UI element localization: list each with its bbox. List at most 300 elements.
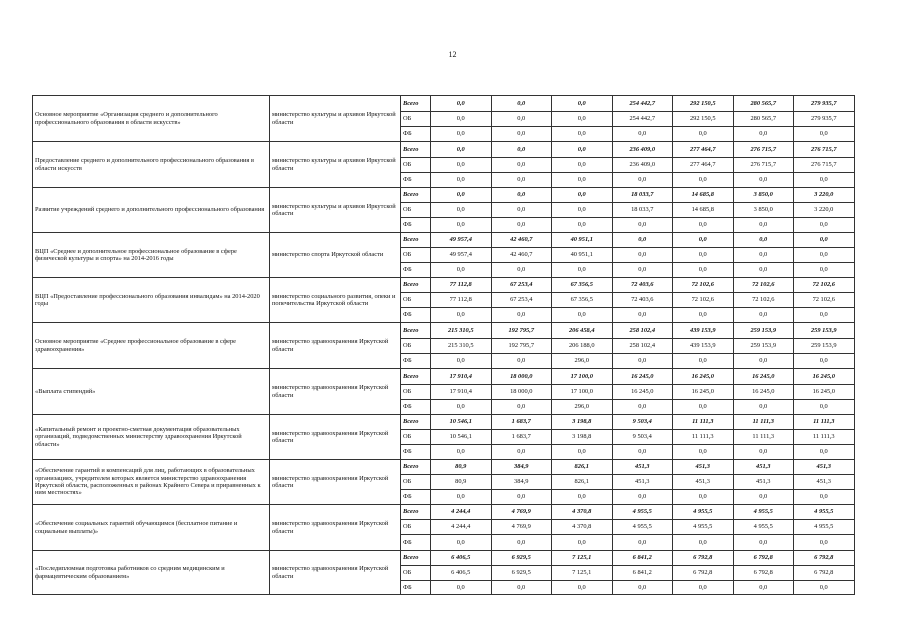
amount-cell: 0,0: [552, 490, 613, 505]
amount-cell: 10 546,1: [431, 430, 492, 445]
amount-cell: 296,0: [552, 400, 613, 415]
amount-cell: 3 850,0: [733, 188, 794, 203]
amount-cell: 292 150,5: [673, 112, 734, 127]
amount-cell: 0,0: [733, 308, 794, 323]
amount-cell: 0,0: [491, 218, 552, 233]
amount-cell: 206 188,0: [552, 339, 613, 354]
amount-cell: 0,0: [733, 127, 794, 142]
funding-source: Всего: [401, 460, 431, 475]
amount-cell: 0,0: [612, 581, 673, 595]
amount-cell: 7 125,1: [552, 566, 613, 581]
amount-cell: 16 245,0: [794, 369, 855, 385]
amount-cell: 0,0: [733, 581, 794, 595]
amount-cell: 0,0: [733, 248, 794, 263]
amount-cell: 77 112,8: [431, 278, 492, 293]
amount-cell: 14 685,8: [673, 203, 734, 218]
table-row: [33, 188, 855, 203]
amount-cell: 0,0: [552, 263, 613, 278]
amount-cell: 4 955,5: [733, 520, 794, 535]
amount-cell: 0,0: [431, 490, 492, 505]
amount-cell: 0,0: [491, 188, 552, 203]
funding-source: ФБ: [401, 490, 431, 505]
amount-cell: 277 464,7: [673, 142, 734, 158]
amount-cell: 0,0: [733, 173, 794, 188]
amount-cell: 10 546,1: [431, 415, 492, 430]
amount-cell: 11 111,3: [733, 430, 794, 445]
amount-cell: 0,0: [673, 354, 734, 369]
amount-cell: 16 245,0: [794, 385, 855, 400]
amount-cell: 18 000,0: [491, 385, 552, 400]
amount-cell: 259 153,9: [794, 323, 855, 339]
amount-cell: 72 102,6: [733, 293, 794, 308]
amount-cell: 0,0: [491, 158, 552, 173]
amount-cell: 0,0: [794, 445, 855, 460]
amount-cell: 439 153,9: [673, 323, 734, 339]
amount-cell: 0,0: [552, 581, 613, 595]
funding-source: ФБ: [401, 263, 431, 278]
amount-cell: 451,3: [673, 460, 734, 475]
executor-name: министерство здравоохранения Иркутской области: [270, 460, 401, 505]
amount-cell: 0,0: [794, 535, 855, 551]
amount-cell: 0,0: [794, 581, 855, 595]
amount-cell: 280 565,7: [733, 112, 794, 127]
funding-source: Всего: [401, 233, 431, 248]
executor-name: министерство культуры и архивов Иркутской области: [270, 96, 401, 142]
amount-cell: 3 198,8: [552, 430, 613, 445]
amount-cell: 72 403,6: [612, 293, 673, 308]
amount-cell: 0,0: [673, 490, 734, 505]
amount-cell: 11 111,3: [794, 415, 855, 430]
amount-cell: 0,0: [552, 158, 613, 173]
funding-source: ФБ: [401, 127, 431, 142]
amount-cell: 4 955,5: [794, 505, 855, 520]
amount-cell: 0,0: [552, 188, 613, 203]
funding-source: ФБ: [401, 400, 431, 415]
amount-cell: 4 955,5: [612, 505, 673, 520]
amount-cell: 0,0: [431, 112, 492, 127]
funding-source: Всего: [401, 96, 431, 112]
funding-source: Всего: [401, 188, 431, 203]
amount-cell: 0,0: [552, 445, 613, 460]
amount-cell: 451,3: [794, 460, 855, 475]
amount-cell: 279 935,7: [794, 112, 855, 127]
amount-cell: 0,0: [491, 490, 552, 505]
amount-cell: 0,0: [733, 400, 794, 415]
funding-source: Всего: [401, 369, 431, 385]
amount-cell: 0,0: [552, 308, 613, 323]
funding-source: Всего: [401, 323, 431, 339]
amount-cell: 80,9: [431, 460, 492, 475]
measure-name: Основное мероприятие «Организация среднего и дополнительного профессионального образования в области искусств»: [33, 96, 270, 142]
amount-cell: 276 715,7: [733, 158, 794, 173]
table-row: [33, 460, 855, 475]
amount-cell: 3 220,0: [794, 203, 855, 218]
amount-cell: 72 403,6: [612, 278, 673, 293]
executor-name: министерство здравоохранения Иркутской области: [270, 415, 401, 460]
amount-cell: 192 795,7: [491, 339, 552, 354]
amount-cell: 6 792,8: [733, 566, 794, 581]
amount-cell: 276 715,7: [794, 158, 855, 173]
amount-cell: 11 111,3: [673, 415, 734, 430]
amount-cell: 277 464,7: [673, 158, 734, 173]
funding-source: ОБ: [401, 158, 431, 173]
amount-cell: 0,0: [491, 96, 552, 112]
amount-cell: 451,3: [673, 475, 734, 490]
amount-cell: 826,1: [552, 460, 613, 475]
amount-cell: 11 111,3: [733, 415, 794, 430]
amount-cell: 0,0: [431, 400, 492, 415]
amount-cell: 3 220,0: [794, 188, 855, 203]
amount-cell: 0,0: [491, 112, 552, 127]
amount-cell: 0,0: [491, 142, 552, 158]
measure-name: Основное мероприятие «Среднее профессиональное образование в сфере здравоохранения»: [33, 323, 270, 369]
amount-cell: 0,0: [612, 400, 673, 415]
amount-cell: 0,0: [491, 535, 552, 551]
amount-cell: 192 795,7: [491, 323, 552, 339]
amount-cell: 0,0: [612, 490, 673, 505]
amount-cell: 4 370,8: [552, 520, 613, 535]
amount-cell: 6 929,5: [491, 566, 552, 581]
amount-cell: 72 102,6: [673, 278, 734, 293]
funding-source: Всего: [401, 505, 431, 520]
amount-cell: 0,0: [673, 581, 734, 595]
measure-name: Развитие учреждений среднего и дополнительного профессионального образования: [33, 188, 270, 233]
funding-source: ОБ: [401, 112, 431, 127]
amount-cell: 16 245,0: [673, 369, 734, 385]
amount-cell: 17 910,4: [431, 385, 492, 400]
amount-cell: 826,1: [552, 475, 613, 490]
funding-source: ФБ: [401, 535, 431, 551]
amount-cell: 49 957,4: [431, 233, 492, 248]
amount-cell: 0,0: [794, 173, 855, 188]
table-row: [33, 96, 855, 112]
executor-name: министерство социального развития, опеки и попечительства Иркутской области: [270, 278, 401, 323]
funding-source: ОБ: [401, 475, 431, 490]
table-row: [33, 278, 855, 293]
amount-cell: 6 792,8: [794, 551, 855, 566]
amount-cell: 0,0: [673, 535, 734, 551]
measure-name: «Капитальный ремонт и проектно-сметная документация образовательных организаций, подведомственных министерству здравоохранения Иркутской области»: [33, 415, 270, 460]
amount-cell: 0,0: [733, 490, 794, 505]
amount-cell: 0,0: [491, 203, 552, 218]
funding-source: ОБ: [401, 339, 431, 354]
amount-cell: 451,3: [612, 460, 673, 475]
funding-source: ОБ: [401, 385, 431, 400]
amount-cell: 0,0: [673, 173, 734, 188]
amount-cell: 49 957,4: [431, 248, 492, 263]
amount-cell: 4 769,9: [491, 520, 552, 535]
amount-cell: 0,0: [552, 218, 613, 233]
amount-cell: 16 245,0: [733, 385, 794, 400]
amount-cell: 0,0: [612, 127, 673, 142]
amount-cell: 0,0: [794, 354, 855, 369]
amount-cell: 4 955,5: [733, 505, 794, 520]
amount-cell: 0,0: [491, 127, 552, 142]
amount-cell: 0,0: [794, 127, 855, 142]
amount-cell: 0,0: [552, 127, 613, 142]
executor-name: министерство спорта Иркутской области: [270, 233, 401, 278]
measure-name: «Выплата стипендий»: [33, 369, 270, 415]
funding-source: ФБ: [401, 581, 431, 595]
amount-cell: 0,0: [612, 308, 673, 323]
amount-cell: 17 100,0: [552, 369, 613, 385]
executor-name: министерство культуры и архивов Иркутской области: [270, 188, 401, 233]
amount-cell: 4 370,8: [552, 505, 613, 520]
amount-cell: 0,0: [552, 203, 613, 218]
amount-cell: 0,0: [491, 354, 552, 369]
amount-cell: 72 102,6: [673, 293, 734, 308]
amount-cell: 215 310,5: [431, 339, 492, 354]
amount-cell: 0,0: [794, 233, 855, 248]
amount-cell: 0,0: [612, 218, 673, 233]
amount-cell: 6 841,2: [612, 551, 673, 566]
amount-cell: 292 150,5: [673, 96, 734, 112]
amount-cell: 16 245,0: [673, 385, 734, 400]
funding-source: ОБ: [401, 248, 431, 263]
amount-cell: 6 841,2: [612, 566, 673, 581]
amount-cell: 67 356,5: [552, 278, 613, 293]
amount-cell: 0,0: [673, 248, 734, 263]
amount-cell: 18 033,7: [612, 203, 673, 218]
amount-cell: 0,0: [673, 233, 734, 248]
amount-cell: 42 460,7: [491, 248, 552, 263]
amount-cell: 0,0: [794, 218, 855, 233]
amount-cell: 451,3: [794, 475, 855, 490]
amount-cell: 0,0: [733, 535, 794, 551]
amount-cell: 439 153,9: [673, 339, 734, 354]
funding-source: Всего: [401, 415, 431, 430]
amount-cell: 0,0: [673, 263, 734, 278]
amount-cell: 4 769,9: [491, 505, 552, 520]
amount-cell: 0,0: [794, 308, 855, 323]
measure-name: ВЦП «Предоставление профессионального образования инвалидам» на 2014-2020 годы: [33, 278, 270, 323]
amount-cell: 0,0: [552, 535, 613, 551]
funding-source: ОБ: [401, 203, 431, 218]
amount-cell: 1 683,7: [491, 415, 552, 430]
table-row: [33, 233, 855, 248]
amount-cell: 236 409,0: [612, 158, 673, 173]
table-row: [33, 415, 855, 430]
amount-cell: 259 153,9: [733, 339, 794, 354]
amount-cell: 6 406,5: [431, 566, 492, 581]
amount-cell: 6 929,5: [491, 551, 552, 566]
funding-source: Всего: [401, 142, 431, 158]
funding-source: ФБ: [401, 354, 431, 369]
amount-cell: 259 153,9: [794, 339, 855, 354]
executor-name: министерство здравоохранения Иркутской области: [270, 505, 401, 551]
amount-cell: 0,0: [612, 263, 673, 278]
amount-cell: 72 102,6: [733, 278, 794, 293]
amount-cell: 0,0: [552, 96, 613, 112]
amount-cell: 4 955,5: [673, 520, 734, 535]
amount-cell: 276 715,7: [794, 142, 855, 158]
amount-cell: 4 244,4: [431, 520, 492, 535]
amount-cell: 6 792,8: [673, 551, 734, 566]
amount-cell: 280 565,7: [733, 96, 794, 112]
table-row: [33, 323, 855, 339]
amount-cell: 0,0: [431, 445, 492, 460]
amount-cell: 259 153,9: [733, 323, 794, 339]
amount-cell: 0,0: [431, 203, 492, 218]
amount-cell: 0,0: [491, 445, 552, 460]
executor-name: министерство культуры и архивов Иркутской области: [270, 142, 401, 188]
amount-cell: 7 125,1: [552, 551, 613, 566]
amount-cell: 3 198,8: [552, 415, 613, 430]
executor-name: министерство здравоохранения Иркутской области: [270, 551, 401, 595]
amount-cell: 0,0: [431, 142, 492, 158]
measure-name: «Обеспечение гарантий и компенсаций для лиц, работающих в образовательных организациях, учредителем которых является министерство здравоохранения Иркутской области, расположенных в районах Крайнего Севера и приравненных к ним местностях»: [33, 460, 270, 505]
amount-cell: 254 442,7: [612, 96, 673, 112]
funding-source: ФБ: [401, 218, 431, 233]
amount-cell: 0,0: [612, 535, 673, 551]
amount-cell: 0,0: [733, 263, 794, 278]
amount-cell: 80,9: [431, 475, 492, 490]
amount-cell: 0,0: [733, 354, 794, 369]
amount-cell: 0,0: [431, 218, 492, 233]
amount-cell: 0,0: [673, 400, 734, 415]
funding-source: ФБ: [401, 173, 431, 188]
amount-cell: 1 683,7: [491, 430, 552, 445]
amount-cell: 9 503,4: [612, 415, 673, 430]
amount-cell: 0,0: [491, 400, 552, 415]
amount-cell: 0,0: [431, 354, 492, 369]
funding-source: ОБ: [401, 520, 431, 535]
amount-cell: 6 792,8: [673, 566, 734, 581]
amount-cell: 0,0: [431, 127, 492, 142]
amount-cell: 6 792,8: [794, 566, 855, 581]
amount-cell: 16 245,0: [612, 385, 673, 400]
amount-cell: 254 442,7: [612, 112, 673, 127]
amount-cell: 67 253,4: [491, 293, 552, 308]
amount-cell: 0,0: [733, 218, 794, 233]
table-row: [33, 142, 855, 158]
funding-source: Всего: [401, 278, 431, 293]
amount-cell: 0,0: [794, 248, 855, 263]
amount-cell: 0,0: [612, 248, 673, 263]
measure-name: Предоставление среднего и дополнительного профессионального образования в области искусств: [33, 142, 270, 188]
funding-source: ОБ: [401, 566, 431, 581]
amount-cell: 0,0: [431, 96, 492, 112]
amount-cell: 0,0: [552, 112, 613, 127]
measure-name: ВЦП «Среднее и дополнительное профессиональное образование в сфере физической культуры и спорта» на 2014-2016 годы: [33, 233, 270, 278]
amount-cell: 0,0: [733, 233, 794, 248]
amount-cell: 0,0: [673, 218, 734, 233]
amount-cell: 14 685,8: [673, 188, 734, 203]
table-row: [33, 551, 855, 566]
amount-cell: 18 033,7: [612, 188, 673, 203]
amount-cell: 40 951,1: [552, 233, 613, 248]
amount-cell: 206 458,4: [552, 323, 613, 339]
amount-cell: 296,0: [552, 354, 613, 369]
budget-table-body: [33, 96, 855, 595]
funding-source: ОБ: [401, 293, 431, 308]
amount-cell: 3 850,0: [733, 203, 794, 218]
amount-cell: 0,0: [612, 445, 673, 460]
amount-cell: 0,0: [673, 127, 734, 142]
amount-cell: 276 715,7: [733, 142, 794, 158]
amount-cell: 42 460,7: [491, 233, 552, 248]
amount-cell: 67 356,5: [552, 293, 613, 308]
amount-cell: 11 111,3: [794, 430, 855, 445]
table-row: [33, 369, 855, 385]
executor-name: министерство здравоохранения Иркутской области: [270, 369, 401, 415]
amount-cell: 0,0: [794, 263, 855, 278]
amount-cell: 279 935,7: [794, 96, 855, 112]
amount-cell: 0,0: [612, 233, 673, 248]
amount-cell: 384,9: [491, 460, 552, 475]
amount-cell: 18 000,0: [491, 369, 552, 385]
amount-cell: 9 503,4: [612, 430, 673, 445]
amount-cell: 0,0: [794, 490, 855, 505]
amount-cell: 0,0: [612, 173, 673, 188]
amount-cell: 451,3: [612, 475, 673, 490]
amount-cell: 77 112,8: [431, 293, 492, 308]
measure-name: «Последипломная подготовка работников со средним медицинским и фармацевтическим образованием»: [33, 551, 270, 595]
amount-cell: 11 111,3: [673, 430, 734, 445]
amount-cell: 236 409,0: [612, 142, 673, 158]
amount-cell: 6 406,5: [431, 551, 492, 566]
page-number: 12: [448, 50, 457, 59]
amount-cell: 0,0: [673, 308, 734, 323]
amount-cell: 16 245,0: [733, 369, 794, 385]
amount-cell: 16 245,0: [612, 369, 673, 385]
amount-cell: 0,0: [491, 308, 552, 323]
amount-cell: 451,3: [733, 475, 794, 490]
amount-cell: 72 102,6: [794, 293, 855, 308]
measure-name: «Обеспечение социальных гарантий обучающимся (бесплатное питание и социальные выплаты)»: [33, 505, 270, 551]
amount-cell: 0,0: [552, 142, 613, 158]
amount-cell: 6 792,8: [733, 551, 794, 566]
amount-cell: 4 955,5: [612, 520, 673, 535]
amount-cell: 0,0: [491, 581, 552, 595]
amount-cell: 0,0: [491, 173, 552, 188]
amount-cell: 4 955,5: [673, 505, 734, 520]
amount-cell: 0,0: [491, 263, 552, 278]
funding-source: ФБ: [401, 445, 431, 460]
amount-cell: 0,0: [431, 173, 492, 188]
amount-cell: 72 102,6: [794, 278, 855, 293]
amount-cell: 0,0: [431, 188, 492, 203]
table-row: [33, 505, 855, 520]
amount-cell: 0,0: [431, 308, 492, 323]
amount-cell: 17 100,0: [552, 385, 613, 400]
amount-cell: 67 253,4: [491, 278, 552, 293]
amount-cell: 17 910,4: [431, 369, 492, 385]
amount-cell: 0,0: [431, 581, 492, 595]
amount-cell: 451,3: [733, 460, 794, 475]
amount-cell: 0,0: [733, 445, 794, 460]
amount-cell: 0,0: [431, 535, 492, 551]
funding-source: ОБ: [401, 430, 431, 445]
amount-cell: 0,0: [794, 400, 855, 415]
funding-source: Всего: [401, 551, 431, 566]
amount-cell: 215 310,5: [431, 323, 492, 339]
amount-cell: 258 102,4: [612, 339, 673, 354]
amount-cell: 0,0: [673, 445, 734, 460]
amount-cell: 4 955,5: [794, 520, 855, 535]
budget-table: [32, 95, 855, 595]
amount-cell: 40 951,1: [552, 248, 613, 263]
amount-cell: 0,0: [552, 173, 613, 188]
amount-cell: 0,0: [431, 158, 492, 173]
amount-cell: 384,9: [491, 475, 552, 490]
amount-cell: 258 102,4: [612, 323, 673, 339]
amount-cell: 0,0: [431, 263, 492, 278]
executor-name: министерство здравоохранения Иркутской области: [270, 323, 401, 369]
amount-cell: 4 244,4: [431, 505, 492, 520]
amount-cell: 0,0: [612, 354, 673, 369]
funding-source: ФБ: [401, 308, 431, 323]
